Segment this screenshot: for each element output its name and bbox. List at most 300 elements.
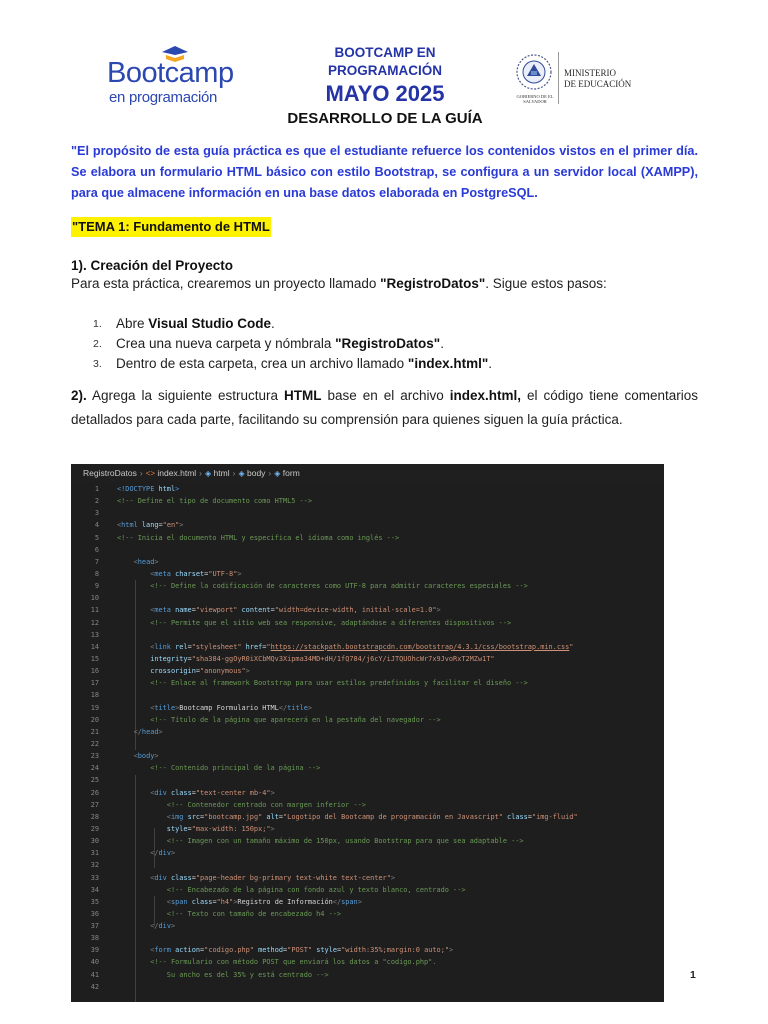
code-token: <!-- Formulario con método POST que enviará los datos a "codigo.php".: [150, 958, 437, 967]
code-token: html: [121, 521, 142, 530]
code-token: class: [191, 897, 213, 906]
code-line: [71, 896, 664, 908]
code-text: [117, 908, 341, 920]
code-token: span: [341, 897, 358, 906]
code-token: <!-- Contenido principal de la página -->: [150, 764, 321, 773]
code-line: [71, 568, 664, 580]
code-token: class: [507, 812, 528, 821]
intro-text-a: Para esta práctica, crearemos un proyecto llamado: [71, 276, 381, 291]
code-token: [117, 910, 167, 918]
code-token: [117, 874, 150, 882]
code-line: [71, 969, 664, 981]
code-text: [117, 495, 312, 507]
line-number: 34: [90, 885, 99, 894]
code-token: class: [170, 873, 192, 882]
code-token: lang: [141, 521, 159, 530]
section-1-title: 1). Creación del Proyecto: [71, 258, 234, 273]
code-token: =: [200, 946, 205, 955]
breadcrumb-file: index.html: [157, 468, 197, 478]
code-text: [117, 665, 250, 677]
code-token: >: [237, 569, 242, 578]
line-number: 27: [90, 800, 99, 809]
line-number: 33: [90, 873, 99, 882]
code-text: [117, 617, 511, 629]
code-token: </: [133, 727, 142, 736]
code-line: [71, 726, 664, 738]
code-text: [117, 956, 436, 968]
code-text: [117, 653, 495, 665]
code-token: >: [158, 727, 163, 736]
code-line: [71, 835, 664, 847]
code-line: [71, 847, 664, 859]
code-text: [117, 969, 329, 981]
code-line: [71, 762, 664, 774]
code-token: =: [187, 654, 192, 663]
chevron-right-icon: ›: [268, 468, 272, 478]
line-number: 3: [94, 509, 99, 518]
code-token: [117, 789, 150, 797]
section-2-text-e: el código tiene comentarios detallados para cada parte, facilitando su comprensión para quienes siguen la guía práctica.: [71, 388, 698, 427]
code-token: [117, 619, 150, 627]
code-text: [117, 641, 573, 653]
code-token: [117, 643, 150, 651]
breadcrumb-body: body: [246, 468, 266, 478]
code-token: "anonymous": [200, 667, 246, 676]
guide-title: DESARROLLO DE LA GUÍA: [287, 110, 483, 127]
code-token: <!-- Inicia el documento HTML y especifica el idioma como inglés -->: [117, 533, 400, 542]
step-number: 1.: [93, 318, 102, 330]
code-line: [71, 884, 664, 896]
code-token: =: [278, 812, 284, 821]
line-number: 16: [90, 667, 99, 676]
code-token: "viewport": [195, 606, 242, 615]
code-token: >: [170, 922, 176, 931]
code-token: [117, 752, 134, 760]
code-token: span: [170, 897, 192, 906]
line-number: 30: [90, 837, 99, 846]
code-line: [71, 714, 664, 726]
code-token: [117, 886, 167, 894]
code-line: [71, 580, 664, 592]
code-token: <: [166, 812, 171, 821]
code-token: =: [262, 642, 267, 651]
code-token: charset: [175, 569, 205, 578]
code-token: action: [175, 946, 201, 955]
step-highlight: "index.html": [407, 356, 489, 371]
code-token: img: [170, 812, 188, 821]
code-token: <!-- Define la codificación de caracteres como UTF-8 para admitir caracteres especiales -->: [150, 582, 528, 591]
code-editor-screenshot: [71, 464, 664, 1002]
code-token: >: [449, 946, 454, 955]
code-token: >: [245, 667, 250, 676]
code-text: [117, 847, 175, 859]
section-2-text-c: base en el archivo: [321, 388, 450, 403]
code-token: >: [170, 849, 176, 858]
code-token: "en": [162, 521, 180, 530]
step-end: .: [271, 316, 275, 331]
purpose-paragraph: "El propósito de esta guía práctica es que el estudiante refuerce los contenidos vistos en el primer día. Se elabora un formulario HTML básico con estilo Bootstrap, se configura a un servidor local (XAMPP), para que almacene información en una base datos elaborada en PostgreSQL.: [71, 144, 698, 200]
step-text: Crea una nueva carpeta y nómbrala: [116, 336, 336, 351]
code-line: [71, 702, 664, 714]
code-token: [117, 813, 167, 821]
code-token: [117, 764, 150, 772]
element-cube-icon: ◈: [205, 469, 212, 478]
code-token: [117, 570, 150, 578]
line-number: 4: [94, 521, 99, 530]
code-token: "width=device-width, initial-scale=1.0": [274, 606, 437, 615]
code-token: [117, 837, 167, 845]
code-text: [117, 519, 183, 531]
code-token: >: [154, 752, 159, 761]
code-line: [71, 641, 664, 653]
code-token: head: [137, 557, 155, 566]
breadcrumb-form: form: [282, 468, 300, 478]
line-number: 24: [90, 764, 99, 773]
code-line: [71, 544, 664, 556]
code-token: div: [154, 873, 171, 882]
code-token: "h4": [216, 897, 234, 906]
code-token: method: [258, 946, 284, 955]
code-token: "page-header bg-primary text-white text-center": [195, 873, 391, 882]
code-line: [71, 617, 664, 629]
code-line: [71, 750, 664, 762]
code-token: [117, 704, 150, 712]
code-token: "bootcamp.jpg": [204, 812, 267, 821]
code-token: =: [191, 873, 196, 882]
step-highlight: Visual Studio Code: [148, 316, 272, 331]
line-number: 31: [90, 849, 99, 858]
code-token: </: [150, 922, 159, 931]
code-token: ": [569, 642, 574, 651]
html-file-icon: <>: [145, 469, 156, 478]
code-token: Registro de Información: [237, 897, 333, 906]
code-token: <!-- Permite que el sitio web sea responsive, adaptándose a diferentes dispositivos -->: [150, 618, 512, 627]
line-number: 9: [94, 582, 99, 591]
code-text: [117, 896, 362, 908]
line-number: 20: [90, 715, 99, 724]
code-line: [71, 556, 664, 568]
section-1-intro: [71, 276, 607, 291]
code-token: div: [158, 922, 171, 931]
code-token: =: [191, 788, 196, 797]
code-line: [71, 811, 664, 823]
breadcrumb-folder: RegistroDatos: [83, 468, 137, 478]
code-token: rel: [175, 642, 188, 651]
code-token: [117, 679, 150, 687]
code-token: <: [166, 897, 171, 906]
code-text: [117, 556, 159, 568]
section-2-filename: index.html,: [449, 388, 521, 403]
code-line: [71, 944, 664, 956]
code-token: "img-fluid": [531, 812, 578, 821]
line-number: 39: [90, 946, 99, 955]
line-number: 42: [90, 982, 99, 991]
code-token: [117, 946, 150, 954]
code-token: href: [245, 642, 263, 651]
code-token: Su ancho es del 35% y está centrado -->: [166, 970, 329, 979]
code-text: [117, 944, 453, 956]
code-token: src: [187, 812, 201, 821]
logo-sub-text: en programación: [109, 89, 218, 106]
code-line: [71, 629, 664, 641]
code-token: >: [270, 824, 275, 833]
code-token: =: [195, 667, 200, 676]
code-token: <: [150, 873, 155, 882]
code-token: class: [170, 788, 192, 797]
code-line: [71, 774, 664, 786]
code-text: [117, 532, 399, 544]
code-token: =: [270, 606, 275, 615]
code-line: [71, 653, 664, 665]
heading-date: MAYO 2025: [325, 81, 445, 106]
code-token: [117, 558, 134, 566]
line-number: 23: [90, 752, 99, 761]
code-token: name: [175, 606, 192, 615]
code-text: [117, 787, 275, 799]
code-token: body: [137, 752, 155, 761]
code-token: <: [150, 642, 155, 651]
code-token: >: [179, 521, 184, 530]
code-token: [117, 606, 150, 614]
code-token: [117, 582, 150, 590]
line-number: 2: [94, 497, 99, 506]
line-number: 25: [90, 776, 99, 785]
code-token: >: [175, 485, 180, 493]
code-token: [117, 922, 150, 930]
ministry-line-2: DE EDUCACIÓN: [564, 79, 632, 89]
line-number: 29: [90, 824, 99, 833]
code-line: [71, 799, 664, 811]
section-2-number: 2).: [71, 388, 87, 403]
code-token: <: [150, 569, 155, 578]
code-text: [117, 714, 441, 726]
code-token: head: [141, 727, 159, 736]
code-line: [71, 872, 664, 884]
line-number: 7: [94, 557, 99, 566]
code-line: [71, 604, 664, 616]
code-text: [117, 872, 395, 884]
code-token: [117, 716, 150, 724]
list-item: [93, 334, 492, 354]
code-token: form: [154, 946, 176, 955]
line-number: 32: [90, 861, 99, 870]
line-number: 38: [90, 934, 99, 943]
code-token: ": [266, 642, 271, 651]
code-text: [117, 884, 466, 896]
code-token: "sha384-ggOyR0iXCbMQv3Xipma34MD+dH/1fQ784/j6cY/iJTQUOhcWr7x9JvoRxT2MZw1T": [191, 654, 495, 663]
code-text: [117, 750, 159, 762]
element-cube-icon: ◈: [274, 469, 281, 478]
code-token: >: [270, 788, 275, 797]
line-number: 36: [90, 909, 99, 918]
code-token: html: [158, 485, 176, 493]
code-line: [71, 519, 664, 531]
code-token: <!-- Encabezado de la página con fondo azul y texto blanco, centrado -->: [166, 885, 466, 894]
code-line: [71, 859, 664, 871]
line-number: 41: [90, 970, 99, 979]
code-token: >: [390, 873, 396, 882]
code-line: [71, 507, 664, 519]
step-text: Abre: [116, 316, 149, 331]
code-token: </: [278, 703, 288, 712]
line-number: 37: [90, 922, 99, 931]
code-token: <!-- Título de la página que aparecerá en la pestaña del navegador -->: [150, 715, 441, 724]
breadcrumb: [71, 464, 664, 482]
code-token: <!DOCTYPE: [117, 485, 159, 493]
code-token: "width:35%;margin:0 auto;": [341, 946, 449, 955]
code-line: [71, 677, 664, 689]
line-number: 6: [94, 545, 99, 554]
chevron-right-icon: ›: [139, 468, 143, 478]
code-token: >: [357, 897, 362, 906]
code-token: <!-- Contenedor centrado con margen inferior -->: [166, 800, 366, 809]
code-token: =: [200, 812, 205, 821]
code-token: </: [332, 897, 342, 906]
code-line: [71, 738, 664, 750]
code-text: [117, 920, 175, 932]
code-token: alt: [266, 812, 279, 821]
chevron-right-icon: ›: [232, 468, 236, 478]
heading-line-2: PROGRAMACIÓN: [328, 63, 442, 78]
code-token: div: [154, 788, 171, 797]
code-token: <: [133, 557, 138, 566]
code-token: =: [187, 642, 192, 651]
code-token: "stylesheet": [191, 642, 246, 651]
line-number: 19: [90, 703, 99, 712]
code-text: [117, 799, 366, 811]
code-line: [71, 920, 664, 932]
code-line: [71, 689, 664, 701]
step-end: .: [488, 356, 492, 371]
step-highlight: "RegistroDatos": [335, 336, 441, 351]
code-text: [117, 835, 524, 847]
code-token: https://stackpath.bootstrapcdn.com/bootstrap/4.3.1/css/bootstrap.min.css: [270, 642, 570, 651]
code-token: >: [154, 557, 159, 566]
code-token: <: [150, 946, 155, 955]
code-text: [117, 483, 179, 495]
code-token: =: [187, 824, 192, 833]
code-token: <: [117, 521, 122, 530]
list-item: [93, 354, 492, 374]
code-token: </: [150, 849, 159, 858]
line-number: 26: [90, 788, 99, 797]
code-token: [117, 655, 150, 663]
section-2-html: HTML: [284, 388, 322, 403]
code-token: <: [150, 606, 155, 615]
section-2-paragraph: [71, 384, 698, 432]
header-divider: [558, 52, 559, 104]
code-text: [117, 677, 528, 689]
code-token: "Logotipo del Bootcamp de programación en Javascript": [283, 812, 508, 821]
code-token: [117, 667, 150, 675]
code-line: [71, 908, 664, 920]
step-text: Dentro de esta carpeta, crea un archivo llamado: [116, 356, 408, 371]
code-token: crossorigin: [150, 667, 196, 676]
ministry-line-1: MINISTERIO: [564, 68, 616, 78]
code-line: [71, 956, 664, 968]
code-token: title: [154, 703, 176, 712]
code-token: =: [527, 812, 532, 821]
code-token: link: [154, 642, 176, 651]
step-number: 3.: [93, 358, 102, 370]
element-cube-icon: ◈: [238, 469, 245, 478]
code-token: [117, 801, 167, 809]
line-number: 40: [90, 958, 99, 967]
line-number: 17: [90, 679, 99, 688]
code-line: [71, 483, 664, 495]
code-token: meta: [154, 569, 176, 578]
line-number: 28: [90, 812, 99, 821]
code-line: [71, 823, 664, 835]
code-token: Bootcamp Formulario HTML: [179, 703, 279, 712]
code-line: [71, 665, 664, 677]
code-token: meta: [154, 606, 176, 615]
code-token: =: [283, 946, 288, 955]
code-token: <: [133, 752, 138, 761]
code-line: [71, 495, 664, 507]
code-token: "UTF-8": [208, 569, 238, 578]
bootcamp-heading: [300, 44, 470, 108]
code-token: >: [233, 897, 238, 906]
code-token: div: [158, 849, 171, 858]
code-token: [117, 849, 150, 857]
line-number: 1: [94, 485, 99, 493]
code-token: >: [175, 703, 180, 712]
code-line: [71, 932, 664, 944]
intro-text-c: . Sigue estos pasos:: [485, 276, 607, 291]
list-item: [93, 314, 492, 334]
code-token: =: [212, 897, 217, 906]
ministry-name: [564, 68, 631, 90]
line-number: 21: [90, 727, 99, 736]
code-line: [71, 592, 664, 604]
code-text: [117, 823, 275, 835]
code-token: integrity: [150, 654, 188, 663]
steps-list: [93, 314, 492, 374]
code-token: "text-center mb-4": [195, 788, 271, 797]
seal-caption: GOBIERNO DE EL SALVADOR: [516, 94, 554, 104]
code-token: "max-width: 150px;": [191, 824, 271, 833]
code-token: =: [336, 946, 342, 955]
line-number: 22: [90, 739, 99, 748]
code-line: [71, 532, 664, 544]
code-token: <!-- Texto con tamaño de encabezado h4 -->: [166, 909, 342, 918]
code-token: =: [158, 521, 163, 530]
code-token: [117, 728, 134, 736]
line-number: 10: [90, 594, 99, 603]
line-number: 8: [94, 569, 99, 578]
code-text: [117, 811, 578, 823]
line-number: 14: [90, 642, 99, 651]
line-number: 15: [90, 654, 99, 663]
code-text: [117, 762, 320, 774]
code-token: content: [241, 606, 271, 615]
topic-heading: "TEMA 1: Fundamento de HTML: [71, 217, 271, 237]
code-token: <: [150, 788, 155, 797]
code-token: "POST": [287, 946, 317, 955]
line-number: 12: [90, 618, 99, 627]
code-text: [117, 702, 312, 714]
project-name: "RegistroDatos": [380, 276, 486, 291]
line-number: 5: [94, 533, 99, 542]
page-number: 1: [690, 969, 696, 981]
code-token: style: [316, 946, 337, 955]
code-token: <!-- Define el tipo de documento como HTML5 -->: [117, 497, 312, 506]
code-token: <: [150, 703, 155, 712]
code-line: [71, 787, 664, 799]
code-lines: [71, 483, 664, 993]
code-token: [117, 825, 167, 833]
